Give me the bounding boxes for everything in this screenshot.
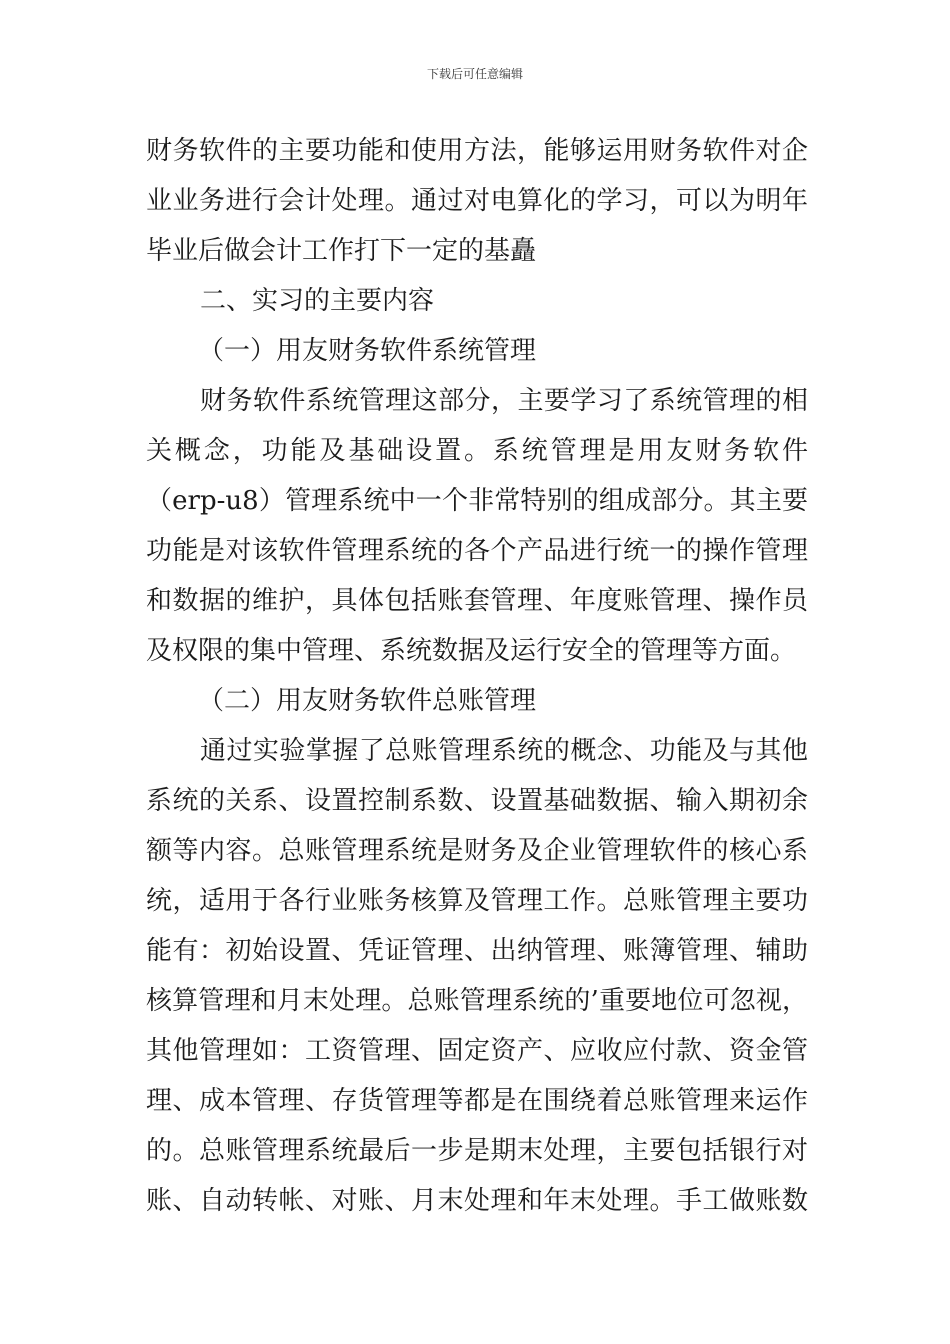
subsection-heading: （一）用友财务软件系统管理	[198, 336, 537, 366]
body-line: 财务软件系统管理这部分，主要学习了系统管理的相	[200, 386, 808, 416]
body-line: 理、成本管理、存货管理等都是在围绕着总账管理来运作	[146, 1086, 808, 1116]
section-heading: 二、实习的主要内容	[200, 286, 435, 316]
body-line: 额等内容。总账管理系统是财务及企业管理软件的核心系	[146, 836, 808, 866]
body-line: 和数据的维护，具体包括账套管理、年度账管理、操作员	[146, 586, 808, 616]
body-line: 财务软件的主要功能和使用方法，能够运用财务软件对企	[146, 136, 808, 166]
body-line: （erp-u8）管理系统中一个非常特别的组成部分。其主要	[146, 486, 808, 516]
body-line: 及权限的集中管理、系统数据及运行安全的管理等方面。	[146, 636, 797, 666]
body-line: 业业务进行会计处理。通过对电算化的学习，可以为明年	[146, 186, 808, 216]
body-line: 功能是对该软件管理系统的各个产品进行统一的操作管理	[146, 536, 808, 566]
body-line: 能有：初始设置、凭证管理、出纳管理、账簿管理、辅助	[146, 936, 808, 966]
body-line: 统，适用于各行业账务核算及管理工作。总账管理主要功	[146, 886, 808, 916]
body-line: 账、自动转帐、对账、月末处理和年末处理。手工做账数	[146, 1186, 808, 1216]
body-line: 系统的关系、设置控制系数、设置基础数据、输入期初余	[146, 786, 808, 816]
body-line: 其他管理如：工资管理、固定资产、应收应付款、资金管	[146, 1036, 808, 1066]
body-line: 关概念，功能及基础设置。系统管理是用友财务软件	[146, 436, 808, 466]
body-line: 核算管理和月末处理。总账管理系统的’重要地位可忽视，	[146, 986, 808, 1016]
body-line: 的。总账管理系统最后一步是期末处理，主要包括银行对	[146, 1136, 808, 1166]
page-header: 下载后可任意编辑	[426, 67, 523, 81]
body-line: 通过实验掌握了总账管理系统的概念、功能及与其他	[200, 736, 808, 766]
subsection-heading: （二）用友财务软件总账管理	[198, 686, 537, 716]
body-line: 毕业后做会计工作打下一定的基矗	[146, 236, 537, 266]
document-body	[146, 126, 808, 1226]
